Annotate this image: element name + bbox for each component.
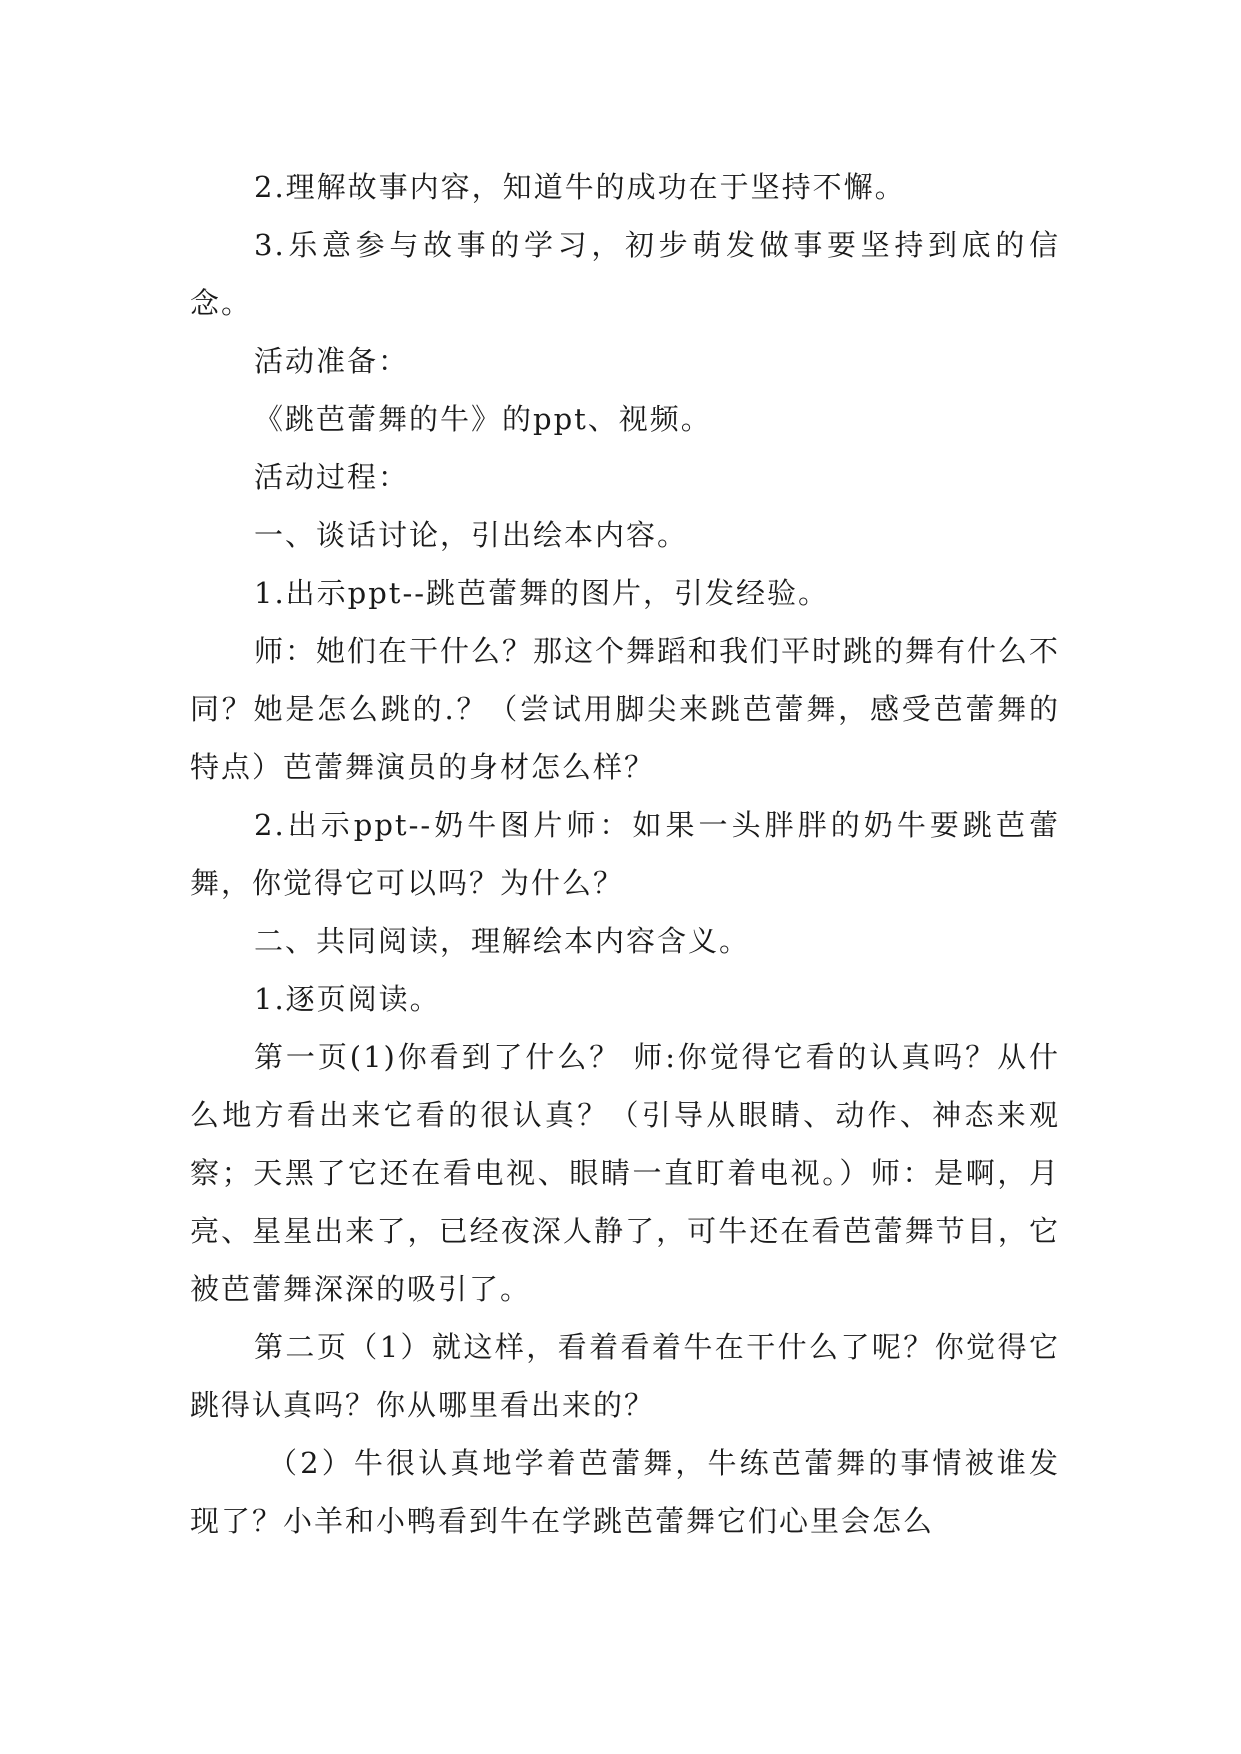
- heading-section-1: 一、谈话讨论，引出绘本内容。: [254, 518, 689, 552]
- paragraph-goal-3: 3.乐意参与故事的学习，初步萌发做事要坚持到底的信念。: [190, 228, 1060, 320]
- paragraph-teacher-question-1: 师：她们在干什么？那这个舞蹈和我们平时跳的舞有什么不同？她是怎么跳的.？（尝试用脚尖来跳芭蕾舞，感受芭蕾舞的特点）芭蕾舞演员的身材怎么样？: [190, 634, 1061, 784]
- paragraph-page-reading: 1.逐页阅读。: [254, 982, 441, 1016]
- paragraph-page-two-part-2: （2）牛很认真地学着芭蕾舞，牛练芭蕾舞的事情被谁发现了？小羊和小鸭看到牛在学跳芭蕾舞它们心里会怎么: [190, 1446, 1060, 1538]
- paragraph-preparation-items: 《跳芭蕾舞的牛》的ppt、视频。: [254, 402, 712, 436]
- paragraph-goal-2: 2.理解故事内容，知道牛的成功在于坚持不懈。: [254, 170, 906, 204]
- paragraph-page-one: 第一页(1)你看到了什么？ 师:你觉得它看的认真吗？从什么地方看出来它看的很认真？（引导从眼睛、动作、神态来观察；天黑了它还在看电视、眼睛一直盯着电视。）师：是啊，月亮、星星出来了，已经夜深人静了，可牛还在看芭蕾舞节目，它被芭蕾舞深深的吸引了。: [190, 1040, 1060, 1306]
- heading-section-2: 二、共同阅读，理解绘本内容含义。: [254, 924, 751, 958]
- paragraph-page-two: 第二页（1）就这样，看着看着牛在干什么了呢？你觉得它跳得认真吗？你从哪里看出来的？: [190, 1330, 1060, 1422]
- paragraph-step-2: 2.出示ppt--奶牛图片师：如果一头胖胖的奶牛要跳芭蕾舞，你觉得它可以吗？为什么？: [190, 808, 1060, 900]
- heading-process: 活动过程：: [254, 460, 410, 494]
- document-body: [190, 158, 1060, 1550]
- paragraph-step-1: 1.出示ppt--跳芭蕾舞的图片，引发经验。: [254, 576, 830, 610]
- heading-preparation: 活动准备：: [254, 344, 410, 378]
